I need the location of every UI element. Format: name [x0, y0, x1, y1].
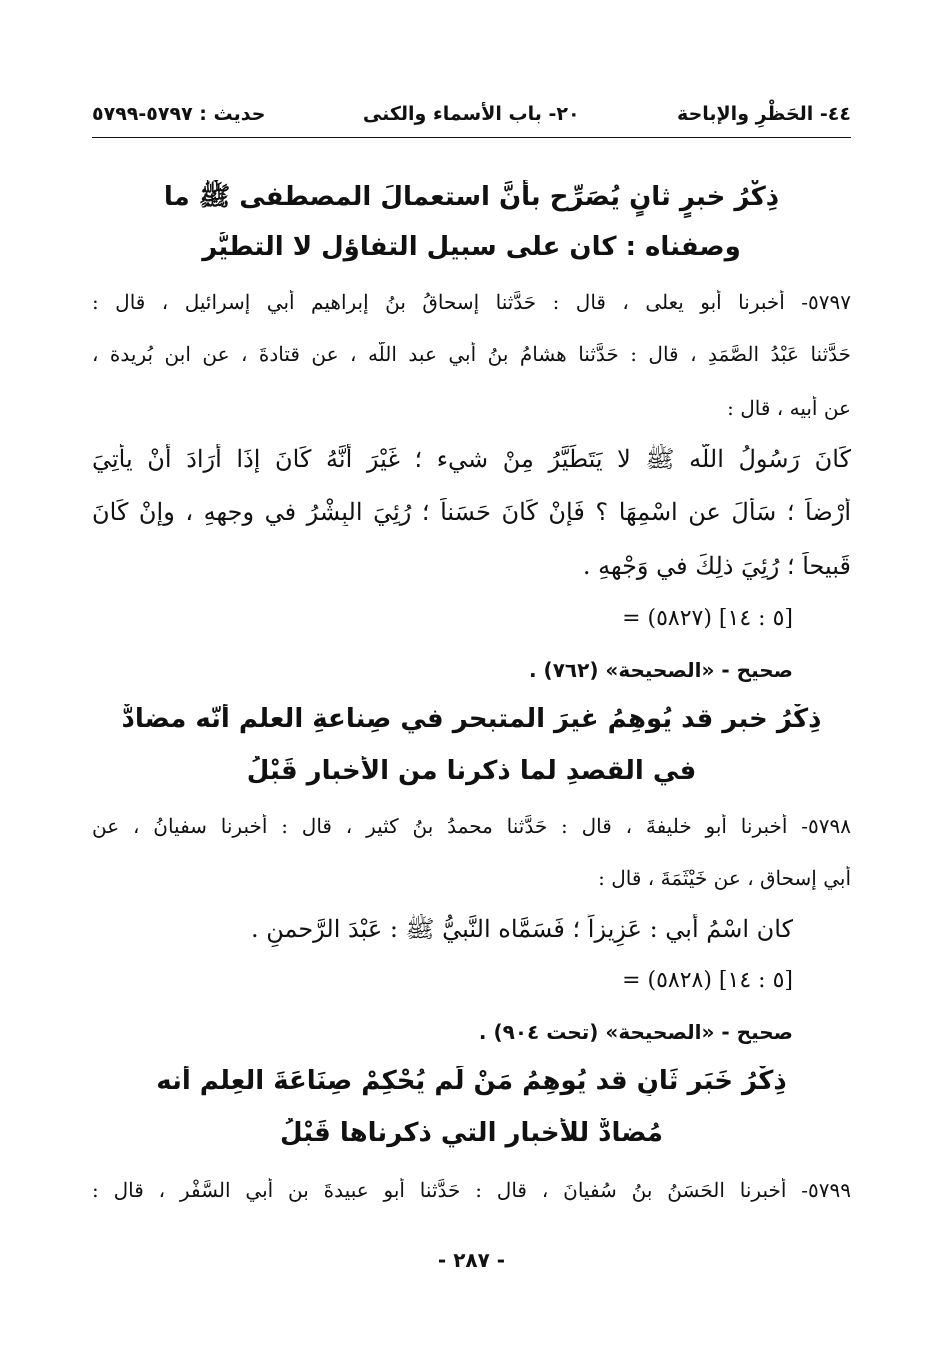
- header-chapter-title: ٢٠- باب الأسماء والكنى: [362, 103, 580, 125]
- isnad-line: ٥٧٩٧- أخبرنا أبو يعلى ، قال : حَدَّثنا إسحاقُ بنُ إبراهيم أبي إسرائيل ، قال :: [92, 290, 851, 314]
- hadith-grade: صحيح - «الصحيحة» (تحت ٩٠٤) .: [478, 1020, 793, 1044]
- running-header: [92, 96, 851, 132]
- isnad-line: عن أبيه ، قال :: [727, 396, 851, 420]
- header-hadith-range: حديث : ٥٧٩٧-٥٧٩٩: [92, 103, 266, 125]
- matn-line: كان اسْمُ أبي : عَزِيزاً ؛ فَسَمَّاه النَّبيُّ ﷺ : عَبْدَ الرَّحمنِ .: [250, 915, 793, 943]
- isnad-line: ٥٧٩٩- أخبرنا الحَسَنُ بنُ سُفيانَ ، قال : حَدَّثنا أبو عبيدةَ بن أبي السَّفْر ، قال :: [92, 1178, 851, 1202]
- matn-line: كَانَ رَسُولُ اللّه ﷺ لا يَتَطَيَّرُ مِنْ شيء ؛ غَيْرَ أَنَّهُ كَانَ إذَا أَرَادَ أَنْ يأتِيَ: [92, 445, 851, 473]
- section-heading-line: وصفناه : كان على سبيل التفاؤل لا التطيُّر: [202, 232, 741, 262]
- cross-reference: = (٥٨٢٧) [٥ : ١٤]: [622, 606, 793, 631]
- header-book-title: ٤٤- الحَظْرِ والإباحة: [677, 103, 851, 125]
- section-heading-line: مُضادٌّ للأخبار التي ذكرناها قَبْلُ: [279, 1118, 663, 1148]
- isnad-line: حَدَّثنا عَبْدُ الصَّمَدِ ، قال : حَدَّثنا هشامُ بنُ أبي عبد اللّه ، عن قتادةَ ، عن ابن بُريدة ،: [92, 342, 851, 366]
- section-heading-line: ذِكْرُ خَبَرٍ ثَانٍ قد يُوهِمُ مَنْ لَم يُحْكِمْ صِنَاعَةَ العِلمِ أنه: [156, 1066, 787, 1096]
- matn-line: قَبيحاً ؛ رُئِيَ ذلِكَ في وَجْهِهِ .: [582, 552, 851, 580]
- header-rule: [92, 137, 851, 138]
- isnad-line: أبي إسحاق ، عن خَيْثَمَةَ ، قال :: [598, 866, 851, 890]
- section-heading-line: في القصدِ لما ذكرنا من الأخبارِ قَبْلُ: [246, 756, 697, 786]
- isnad-line: ٥٧٩٨- أخبرنا أبو خليفةَ ، قال : حَدَّثنا محمدُ بنُ كثيرٍ ، قال : أخبرنا سفيانُ ، عن: [92, 814, 851, 838]
- section-heading-line: ذِكْرُ خبرٍ ثانٍ يُصَرِّح بأنَّ استعمالَ المصطفى ﷺ ما: [163, 182, 780, 212]
- section-heading-line: ذِكْرُ خبرٍ قد يُوهِمُ غيرَ المتبحرِ في صِناعةِ العلمِ أنّه مضادٌّ: [121, 704, 822, 734]
- hadith-grade: صحيح - «الصحيحة» (٧٦٢) .: [528, 658, 793, 682]
- matn-line: أَرْضاً ؛ سَأَلَ عن اسْمِهَا ؟ فَإِنْ كَانَ حَسَناً ؛ رُئِيَ البِشْرُ في وجهِهِ ، وإِنْ كَانَ: [92, 498, 851, 526]
- page-number: - ٢٨٧ -: [437, 1248, 506, 1272]
- cross-reference: = (٥٨٢٨) [٥ : ١٤]: [622, 968, 793, 993]
